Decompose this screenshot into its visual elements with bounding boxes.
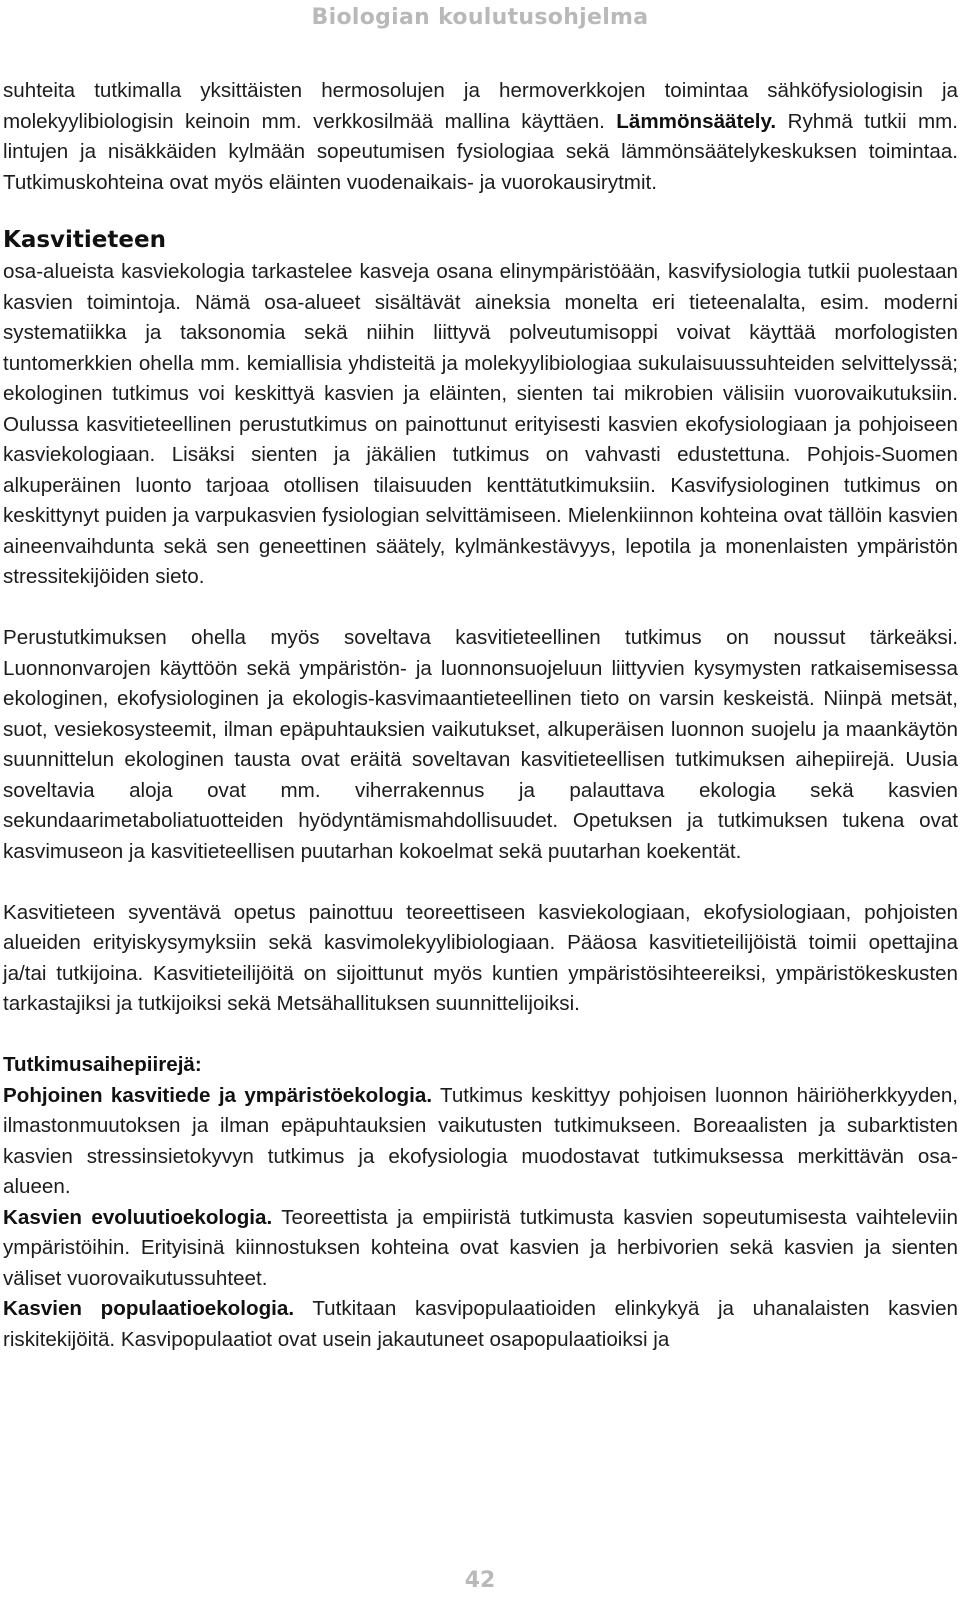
thermoregulation-label: Lämmönsäätely.: [616, 109, 777, 133]
topic-label: Kasvien evoluutioekologia.: [3, 1205, 273, 1229]
topic-label: Pohjoinen kasvitiede ja ympäristöekologia.: [3, 1083, 433, 1107]
botany-paragraph-3: Kasvitieteen syventävä opetus painottuu teoreettiseen kasviekologiaan, ekofysiologiaan, pohjoisten alueiden erityiskysymyksiin sekä kasvimolekyylibiologiaan. Pääosa kasvitieteilijöistä toimii opettajina ja/tai tutkijoina. Kasvitieteilijöitä on sijoittunut myös kuntien ympäristösihteereiksi, ympäristökeskusten tarkastajiksi ja tutkijoiksi sekä Metsähallituksen suunnittelijoiksi.: [3, 900, 958, 1015]
page-number: 42: [464, 1568, 496, 1593]
section-heading: Kasvitieteen: [3, 227, 166, 253]
topic-item: [3, 1294, 958, 1355]
topic-item: [3, 1203, 958, 1295]
botany-paragraph-2: Perustutkimuksen ohella myös soveltava kasvitieteellinen tutkimus on noussut tärkeäksi. Luonnonvarojen käyttöön sekä ympäristön- ja luonnonsuojeluun liittyvien kysymysten ratkaisemisessa ekologinen, ekofysiologinen ja ekologis-kasvimaantieteellinen tieto on varsin keskeistä. Niinpä metsät, suot, vesiekosysteemit, ilman epäpuhtauksien vaikutukset, alkuperäisen luonnon suojelu ja maankäytön suunnittelun ekologinen tausta ovat eräitä soveltavan kasvitieteellisen tutkimuksen aihepiirejä. Uusia soveltavia aloja ovat mm. viherrakennus ja palauttava ekologia sekä kasvien sekundaarimetaboliatuotteiden hyödyntämismahdollisuudet. Opetuksen ja tutkimuksen tukena ovat kasvimuseon ja kasvitieteellisen puutarhan kokoelmat sekä puutarhan koekentät.: [3, 626, 958, 863]
topic-text: Teoreettista ja empiiristä tutkimusta kasvien sopeutumisesta vaihteleviin ympäristöihin. Erityisinä kiinnostuksen kohteina ovat kasvien ja herbivorien sekä kasvien ja sienten väliset vuorovaikutussuhteet.: [3, 1205, 959, 1290]
topic-text: Tutkitaan kasvipopulaatioiden elinkykyä ja uhanalaisten kasvien riskitekijöitä. Kasvipopulaatiot ovat usein jakautuneet osapopulaatioiksi ja: [3, 1297, 958, 1351]
topic-label: Kasvien populaatioekologia.: [3, 1297, 295, 1320]
research-topics-heading: Tutkimusaihepiirejä:: [3, 1053, 202, 1076]
intro-continuation: suhteita tutkimalla yksittäisten hermosolujen ja hermoverkkojen toimintaa sähköfysiologisin ja molekyylibiologisin keinoin mm. verkkosilmää mallina käyttäen.: [3, 79, 958, 133]
page-body: [3, 76, 958, 1355]
topic-item: [3, 1081, 958, 1203]
topic-text: Tutkimus keskittyy pohjoisen luonnon häiriöherkkyyden, ilmastonmuutoksen ja ilman epäpuhtauksien vaikutusten tutkimukseen. Boreaalisten ja subarktisten kasvien stressinsietokyvyn tutkimus ja ekofysiologia muodostavat tutkimuksessa merkittävän osa-alueen.: [3, 1083, 959, 1198]
running-header: Biologian koulutusohjelma: [311, 5, 649, 30]
thermoregulation-text: Ryhmä tutkii mm. lintujen ja nisäkkäiden kylmään sopeutumisen fysiologiaa sekä lämmönsäätelykeskuksen toimintaa. Tutkimuskohteina ovat myös eläinten vuodenaikais- ja vuorokausirytmit.: [3, 109, 958, 194]
intro-paragraph: [3, 76, 958, 198]
botany-paragraph-1: osa-alueista kasviekologia tarkastelee kasveja osana elinympäristöään, kasvifysiologia tutkii puolestaan kasvien toimintoja. Nämä osa-alueet sisältävät aineksia monelta eri tieteenalalta, esim. moderni systematiikka ja taksonomia sekä niihin liittyvä polveutumisoppi voivat käyttää morfologisten tuntomerkkien ohella mm. kemiallisia yhdisteitä ja molekyylibiologiaa sukulaisuussuhteiden selvittelyssä; ekologinen tutkimus voi keskittyä kasvien ja eläinten, sienten tai mikrobien välisiin vuorovaikutuksiin. Oulussa kasvitieteellinen perustutkimus on painottunut erityisesti kasvien ekofysiologiaan ja pohjoiseen kasviekologiaan. Lisäksi sienten ja jäkälien tutkimus on vahvasti edustettuna. Pohjois-Suomen alkuperäinen luonto tarjoaa otollisen tilaisuuden kenttätutkimuksiin. Kasvifysiologinen tutkimus on keskittynyt puiden ja varpukasvien fysiologian selvittämiseen. Mielenkiinnon kohteina ovat tällöin kasvien aineenvaihdunta sekä sen geneettinen säätely, kylmänkestävyys, lepotila ja monenlaisten ympäristön stressitekijöiden sieto.: [3, 260, 958, 588]
